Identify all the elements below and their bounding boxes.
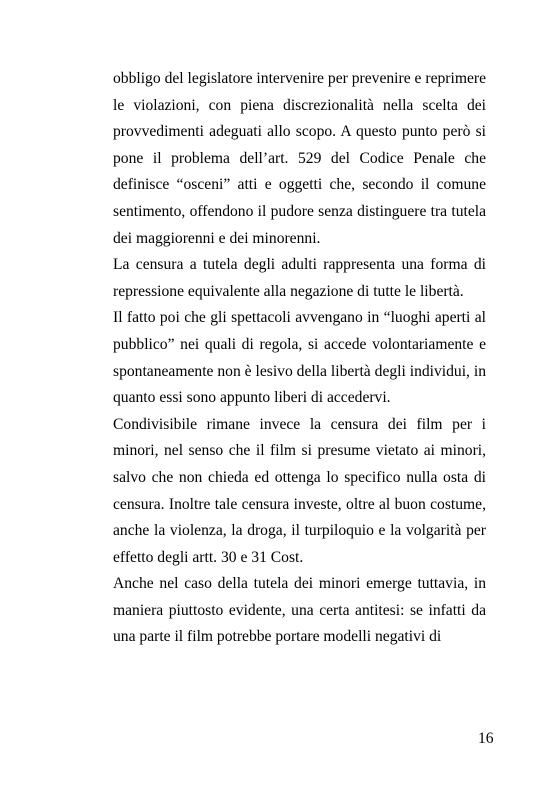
body-text xyxy=(113,66,486,651)
paragraph-4: Condivisibile rimane invece la censura dei film per i minori, nel senso che il film si presume vietato ai minori, salvo che non chieda ed ottenga lo specifico nulla osta di censura. Inoltre tale censura investe, oltre al buon costume, anche la violenza, la droga, il turpiloquio e la volgarità per effetto degli artt. 30 e 31 Cost. xyxy=(113,415,486,566)
paragraph-2: La censura a tutela degli adulti rappresenta una forma di repressione equivalente alla negazione di tutte le libertà. xyxy=(113,256,486,300)
paragraph-1: obbligo del legislatore intervenire per prevenire e reprimere le violazioni, con piena discrezionalità nella scelta dei provvedimenti adeguati allo scopo. A questo punto però si pone il problema dell’art. 529 del Codice Penale che definisce “osceni” atti e oggetti che, secondo il comune sentimento, offendono il pudore senza distinguere tra tutela dei maggiorenni e dei minorenni. xyxy=(113,70,486,247)
paragraph-3: Il fatto poi che gli spettacoli avvengano in “luoghi aperti al pubblico” nei quali di regola, si accede volontariamente e spontaneamente non è lesivo della libertà degli individui, in quanto essi sono appunto liberi di accedervi. xyxy=(113,309,486,407)
page-number: 16 xyxy=(478,730,494,747)
paragraph-5: Anche nel caso della tutela dei minori emerge tuttavia, in maniera piuttosto evidente, una certa antitesi: se infatti da una parte il film potrebbe portare modelli negativi di xyxy=(113,575,486,646)
